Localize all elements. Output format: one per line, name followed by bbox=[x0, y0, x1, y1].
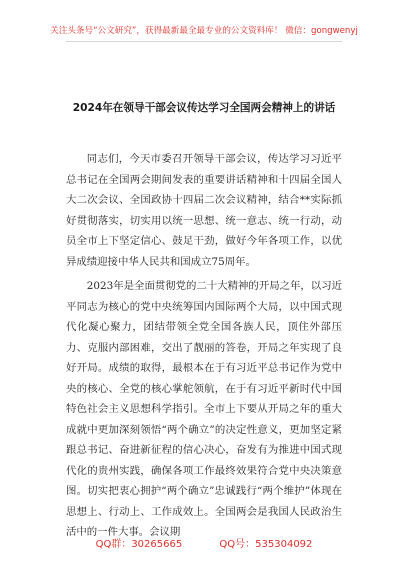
document-body bbox=[66, 149, 342, 543]
footer-contact bbox=[0, 535, 408, 550]
paragraph-2: 2023年是全面贯彻党的二十大精神的开局之年，以习近平同志为核心的党中央统筹国内国际两个大局，以中国式现代化凝心聚力，团结带领全党全国各族人民，顶住外部压力、克服内部困难，交出了靓丽的答卷，开局之年实现了良好开局。成绩的取得，最根本在于有习近平总书记作为党中央的核心、全党的核心掌舵领航，在于有习近平新时代中国特色社会主义思想科学指引。全市上下要从开局之年的重大成就中更加深刻领悟“两个确立”的决定性意义，更加坚定紧跟总书记、奋进新征程的信心决心，奋发有为推进中国式现代化的贵州实践，确保各项工作最终效果符合党中央决策意图。切实把衷心拥护“两个确立”忠诚践行“两个维护”体现在思想上、行动上、工作成效上。全国两会是我国人民政治生活中的一件大事。会议期 bbox=[66, 280, 342, 538]
paragraph-1: 同志们，今天市委召开领导干部会议，传达学习习近平总书记在全国两会期间发表的重要讲话精神和十四届全国人大二次会议、全国政协十四届二次会议精神，结合**实际抓好贯彻落实，切实用以统一思想、统一意志、统一行动，动员全市上下坚定信心、鼓足干劲，做好今年各项工作，以优异成绩迎接中华人民共和国成立75周年。 bbox=[66, 153, 342, 268]
qq-group-number: QQ群：30265665 bbox=[95, 539, 183, 550]
promo-header-banner: 关注头条号“公文研究”，获得最新最全最专业的公文资料库！ 微信：gongwenyj bbox=[50, 26, 358, 36]
document-title: 2024年在领导干部会议传达学习全国两会精神上的讲话 bbox=[72, 102, 336, 114]
header-divider bbox=[66, 41, 342, 42]
qq-account-number: QQ号：535304092 bbox=[219, 539, 313, 550]
